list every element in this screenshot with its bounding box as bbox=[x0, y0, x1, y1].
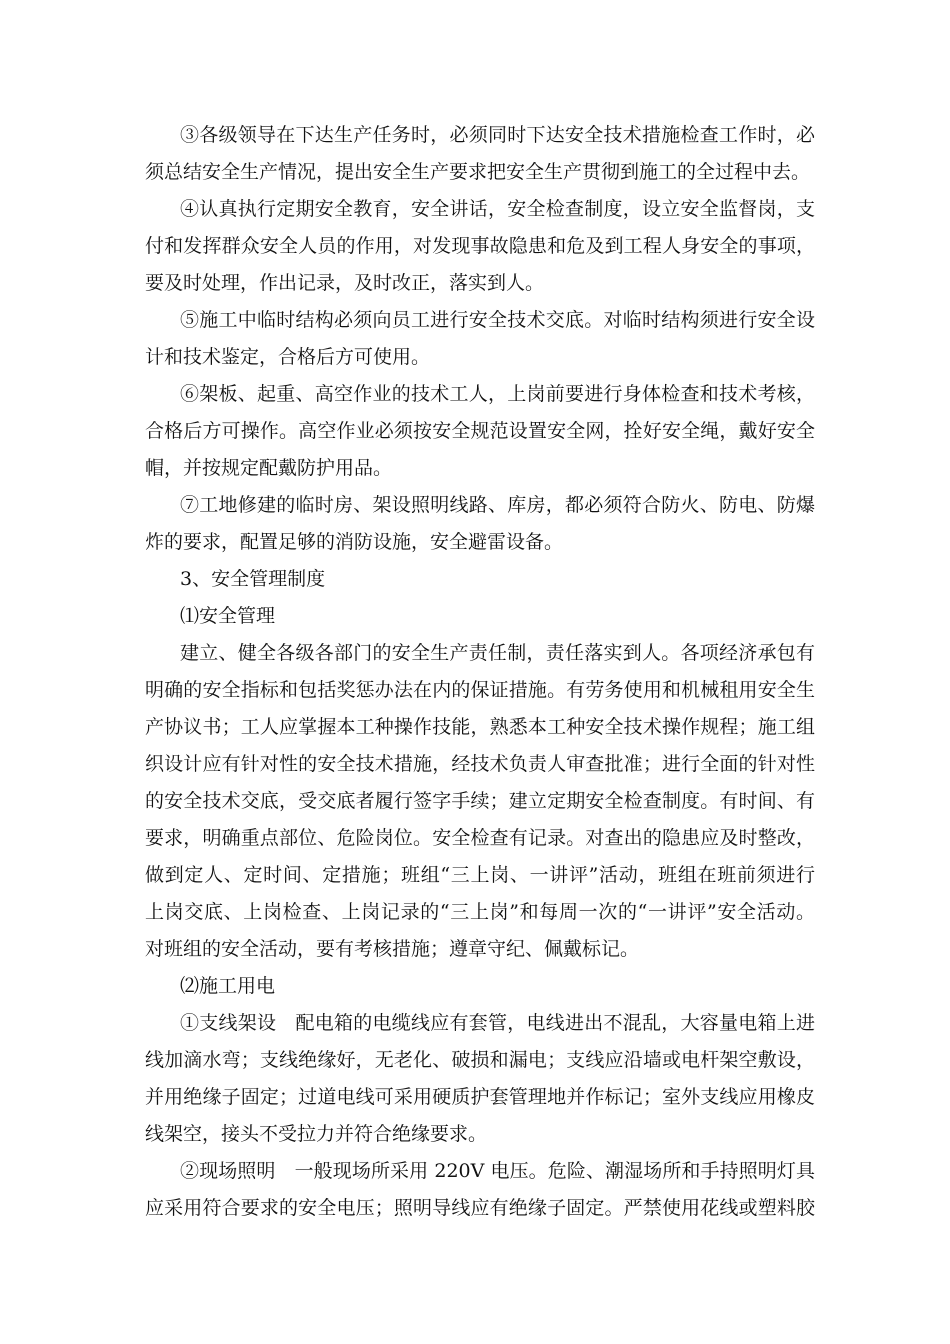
paragraph-line: ⑤施工中临时结构必须向员工进行安全技术交底。对临时结构须进行安全设 bbox=[180, 309, 815, 331]
paragraph-line: ⑥架板、起重、高空作业的技术工人，上岗前要进行身体检查和技术考核， bbox=[180, 383, 815, 405]
paragraph-line: 须总结安全生产情况，提出安全生产要求把安全生产贯彻到施工的全过程中去。 bbox=[145, 161, 811, 183]
paragraph-line: 建立、健全各级各部门的安全生产责任制，责任落实到人。各项经济承包有 bbox=[180, 642, 815, 664]
subsection-heading: ⑵施工用电 bbox=[180, 975, 276, 997]
paragraph-line: 上岗交底、上岗检查、上岗记录的“三上岗”和每周一次的“一讲评”安全活动。 bbox=[145, 901, 815, 923]
paragraph-line: 织设计应有针对性的安全技术措施，经技术负责人审查批准；进行全面的针对性 bbox=[145, 753, 815, 775]
paragraph-line: ⑦工地修建的临时房、架设照明线路、库房，都必须符合防火、防电、防爆 bbox=[180, 494, 815, 516]
paragraph-line: 付和发挥群众安全人员的作用，对发现事故隐患和危及到工程人身安全的事项， bbox=[145, 235, 815, 257]
paragraph-line: 线架空，接头不受拉力并符合绝缘要求。 bbox=[145, 1123, 488, 1145]
paragraph-line: 要及时处理，作出记录，及时改正，落实到人。 bbox=[145, 272, 545, 294]
paragraph-line: 对班组的安全活动，要有考核措施；遵章守纪、佩戴标记。 bbox=[145, 938, 640, 960]
paragraph-line: ③各级领导在下达生产任务时，必须同时下达安全技术措施检查工作时，必 bbox=[180, 124, 815, 146]
paragraph-line: ④认真执行定期安全教育，安全讲话，安全检查制度，设立安全监督岗，支 bbox=[180, 198, 815, 220]
paragraph-line: 的安全技术交底，受交底者履行签字手续；建立定期安全检查制度。有时间、有 bbox=[145, 790, 815, 812]
paragraph-line: 应采用符合要求的安全电压；照明导线应有绝缘子固定。严禁使用花线或塑料胶 bbox=[145, 1197, 815, 1219]
paragraph-line: 线加滴水弯；支线绝缘好，无老化、破损和漏电；支线应沿墙或电杆架空敷设， bbox=[145, 1049, 815, 1071]
paragraph-line: 要求，明确重点部位、危险岗位。安全检查有记录。对查出的隐患应及时整改， bbox=[145, 827, 815, 849]
paragraph-line: 产协议书；工人应掌握本工种操作技能，熟悉本工种安全技术操作规程；施工组 bbox=[145, 716, 815, 738]
paragraph-line: 做到定人、定时间、定措施；班组“三上岗、一讲评”活动，班组在班前须进行 bbox=[145, 864, 815, 886]
paragraph-line: 并用绝缘子固定；过道电线可采用硬质护套管理地并作标记；室外支线应用橡皮 bbox=[145, 1086, 815, 1108]
paragraph-line: ①支线架设 配电箱的电缆线应有套管，电线进出不混乱，大容量电箱上进 bbox=[180, 1012, 815, 1034]
paragraph-line: 帽，并按规定配戴防护用品。 bbox=[145, 457, 393, 479]
paragraph-line: 明确的安全指标和包括奖惩办法在内的保证措施。有劳务使用和机械租用安全生 bbox=[145, 679, 815, 701]
paragraph-line: 计和技术鉴定，合格后方可使用。 bbox=[145, 346, 431, 368]
paragraph-line: 炸的要求，配置足够的消防设施，安全避雷设备。 bbox=[145, 531, 564, 553]
paragraph-line: 合格后方可操作。高空作业必须按安全规范设置安全网，拴好安全绳，戴好安全 bbox=[145, 420, 815, 442]
subsection-heading: ⑴安全管理 bbox=[180, 605, 276, 627]
paragraph-line: ②现场照明 一般现场所采用 220V 电压。危险、潮湿场所和手持照明灯具 bbox=[180, 1160, 815, 1182]
section-heading: 3、安全管理制度 bbox=[180, 568, 326, 590]
